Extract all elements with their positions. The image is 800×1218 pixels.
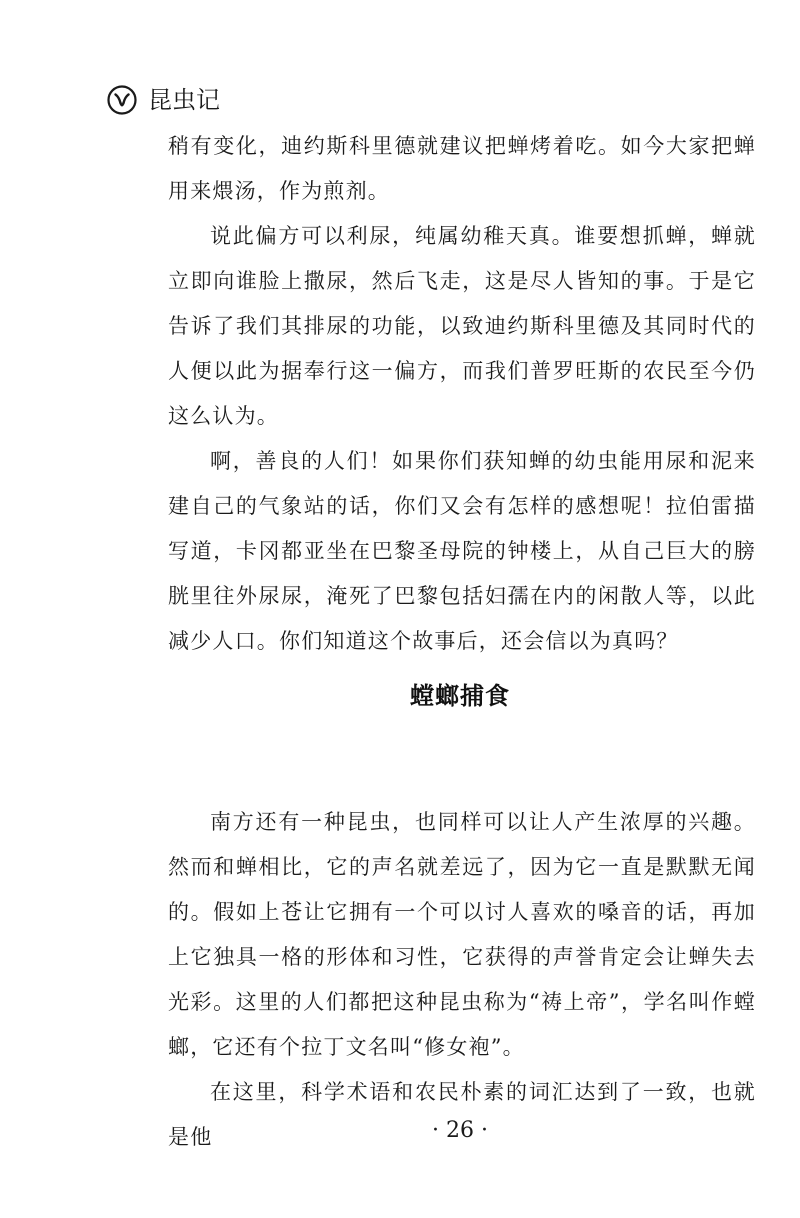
paragraph: 说此偏方可以利尿，纯属幼稚天真。谁要想抓蝉，蝉就立即向谁脸上撒尿，然后飞走，这是尽人皆知的事。于是它告诉了我们其排尿的功能，以致迪约斯科里德及其同时代的人便以此为据奉行这一偏方，而我们普罗旺斯的农民至今仍这么认为。 <box>168 224 756 428</box>
running-header <box>106 80 220 120</box>
book-emblem-icon <box>106 84 138 116</box>
section-title: 螳螂捕食 <box>410 682 510 710</box>
paragraph: 在这里，科学术语和农民朴素的词汇达到了一致，也就是他 <box>168 1080 756 1149</box>
paragraph-continuation: 稍有变化，迪约斯科里德就建议把蝉烤着吃。如今大家把蝉用来煨汤，作为煎剂。 <box>168 134 756 203</box>
paragraph: 啊，善良的人们！如果你们获知蝉的幼虫能用尿和泥来建自己的气象站的话，你们又会有怎样的感想呢！拉伯雷描写道，卡冈都亚坐在巴黎圣母院的钟楼上，从自己巨大的膀胱里往外尿尿，淹死了巴黎包括妇孺在内的闲散人等，以此减少人口。你们知道这个故事后，还会信以为真吗？ <box>168 449 756 653</box>
book-title: 昆虫记 <box>148 86 220 114</box>
paragraph: 南方还有一种昆虫，也同样可以让人产生浓厚的兴趣。然而和蝉相比，它的声名就差远了，因为它一直是默默无闻的。假如上苍让它拥有一个可以讨人喜欢的嗓音的话，再加上它独具一格的形体和习性，它获得的声誉肯定会让蝉失去光彩。这里的人们都把这种昆虫称为“祷上帝”，学名叫作螳螂，它还有个拉丁文名叫“修女袍”。 <box>168 810 756 1059</box>
page-number: · 26 · <box>432 1118 488 1143</box>
top-text-block <box>168 124 756 664</box>
bottom-text-block <box>168 800 756 1160</box>
